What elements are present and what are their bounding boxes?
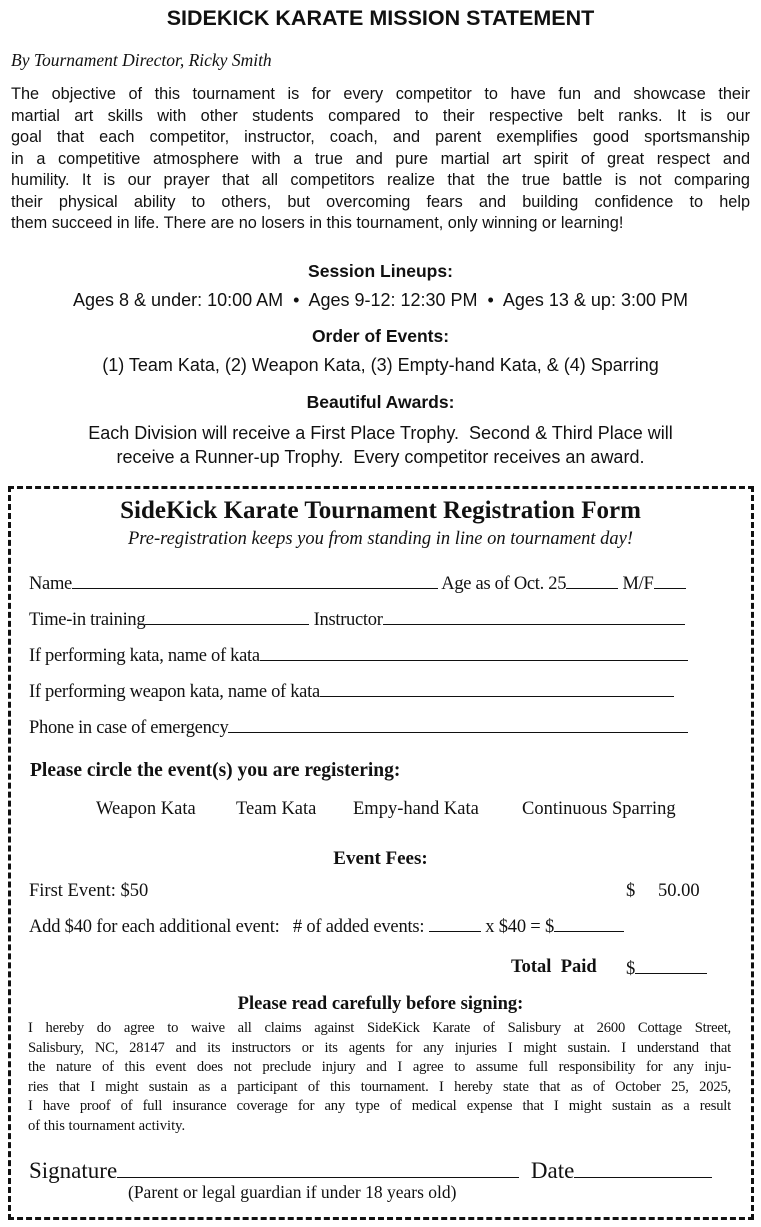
circle-heading: Please circle the event(s) you are registering: [30, 760, 401, 781]
date-field[interactable] [574, 1157, 712, 1178]
additional-label: Add $40 for each additional event: [29, 917, 280, 937]
training-field[interactable] [145, 608, 309, 625]
added-events-label: # of added events: [292, 917, 425, 937]
phone-row [29, 716, 688, 739]
first-event-currency: $ [626, 881, 636, 901]
paragraph-line: humility. It is our prayer that all competitors realize that the true battle is not comparing [11, 171, 750, 189]
session-heading: Session Lineups: [308, 261, 453, 281]
waiver-line: of this tournament activity. [28, 1117, 186, 1134]
event-team-kata[interactable]: Team Kata [236, 799, 317, 819]
waiver-line: I have proof of full insurance coverage for any type of medical expense that I might sustain as a result [28, 1098, 731, 1114]
weapon-kata-field[interactable] [320, 680, 674, 697]
waiver-line: ries that I might sustain as a participant of this tournament. I hereby state that as of October 25, 2025, [28, 1078, 731, 1095]
paragraph-line: their physical ability to others, but overcoming fears and building confidence to help [11, 192, 750, 211]
total-label: Total Paid [511, 957, 597, 977]
waiver-line: the nature of this event does not preclude injury and I agree to assume full responsibility for any inju- [28, 1059, 731, 1075]
sex-label: M/F [622, 574, 654, 594]
phone-label: Phone in case of emergency [29, 718, 229, 738]
awards-line: receive a Runner-up Trophy. Every competitor receives an award. [116, 447, 645, 467]
waiver-line: I hereby do agree to waive all claims against SideKick Karate of Salisbury at 2600 Cottage Street, [28, 1020, 731, 1036]
phone-field[interactable] [228, 716, 688, 733]
paragraph-line: goal that each competitor, instructor, coach, and parent exemplifies good sportsmanship [11, 128, 750, 146]
waiver-heading: Please read carefully before signing: [237, 994, 524, 1014]
weapon-kata-label: If performing weapon kata, name of kata [29, 682, 320, 702]
name-row [29, 572, 686, 595]
total-row [626, 957, 707, 980]
paragraph-line: The objective of this tournament is for every competitor to have fun and showcase their [11, 85, 750, 103]
order-text: (1) Team Kata, (2) Weapon Kata, (3) Empty-hand Kata, & (4) Sparring [102, 355, 659, 375]
training-row [29, 608, 685, 631]
instructor-field[interactable] [383, 608, 685, 625]
event-empty-hand-kata[interactable]: Empy-hand Kata [353, 799, 479, 819]
name-field[interactable] [72, 572, 438, 589]
instructor-label: Instructor [313, 610, 383, 630]
age-label: Age as of Oct. 25 [441, 574, 567, 594]
name-label: Name [29, 574, 72, 594]
order-heading: Order of Events: [311, 326, 450, 346]
total-currency: $ [626, 959, 636, 979]
age-field[interactable] [566, 572, 618, 589]
multiplier: x $40 = [485, 917, 541, 937]
added-events-field[interactable] [429, 915, 481, 932]
additional-row [29, 915, 624, 938]
guardian-note: (Parent or legal guardian if under 18 years old) [128, 1182, 457, 1202]
paragraph-line: them succeed in life. There are no losers in this tournament, only winning or learning! [11, 214, 624, 232]
date-label: Date [530, 1158, 575, 1183]
awards-line: Each Division will receive a First Place Trophy. Second & Third Place will [88, 423, 673, 443]
weapon-kata-row [29, 680, 674, 703]
event-continuous-sparring[interactable]: Continuous Sparring [522, 799, 676, 819]
session-times: Ages 8 & under: 10:00 AM • Ages 9-12: 12:30 PM • Ages 13 & up: 3:00 PM [73, 290, 688, 310]
event-weapon-kata[interactable]: Weapon Kata [96, 799, 196, 819]
training-label: Time-in training [29, 610, 146, 630]
signature-row [29, 1157, 712, 1184]
signature-field[interactable] [117, 1157, 519, 1178]
paragraph-line: in a competitive atmosphere with a true and pure martial art spirit of great respect and [11, 149, 750, 168]
first-event-label: First Event: $50 [29, 881, 149, 901]
kata-field[interactable] [260, 644, 688, 661]
signature-label: Signature [29, 1158, 118, 1183]
paragraph-line: martial art skills with other students compared to their respective belt ranks. It is our [11, 106, 750, 125]
sex-field[interactable] [654, 572, 686, 589]
kata-row [29, 644, 688, 667]
mission-title: SIDEKICK KARATE MISSION STATEMENT [166, 6, 595, 30]
form-title: SideKick Karate Tournament Registration Form [120, 497, 641, 524]
additional-amount-field[interactable] [554, 915, 624, 932]
awards-heading: Beautiful Awards: [306, 392, 455, 412]
form-subtitle: Pre-registration keeps you from standing in line on tournament day! [127, 529, 634, 549]
byline: By Tournament Director, Ricky Smith [11, 50, 272, 70]
additional-currency: $ [544, 917, 555, 937]
waiver-line: Salisbury, NC, 28147 and its instructors or its agents for any injuries I might sustain. I understand that [28, 1039, 731, 1056]
total-field[interactable] [635, 957, 707, 974]
fees-heading: Event Fees: [333, 848, 428, 869]
kata-label: If performing kata, name of kata [29, 646, 260, 666]
first-event-amount: 50.00 [658, 881, 700, 901]
